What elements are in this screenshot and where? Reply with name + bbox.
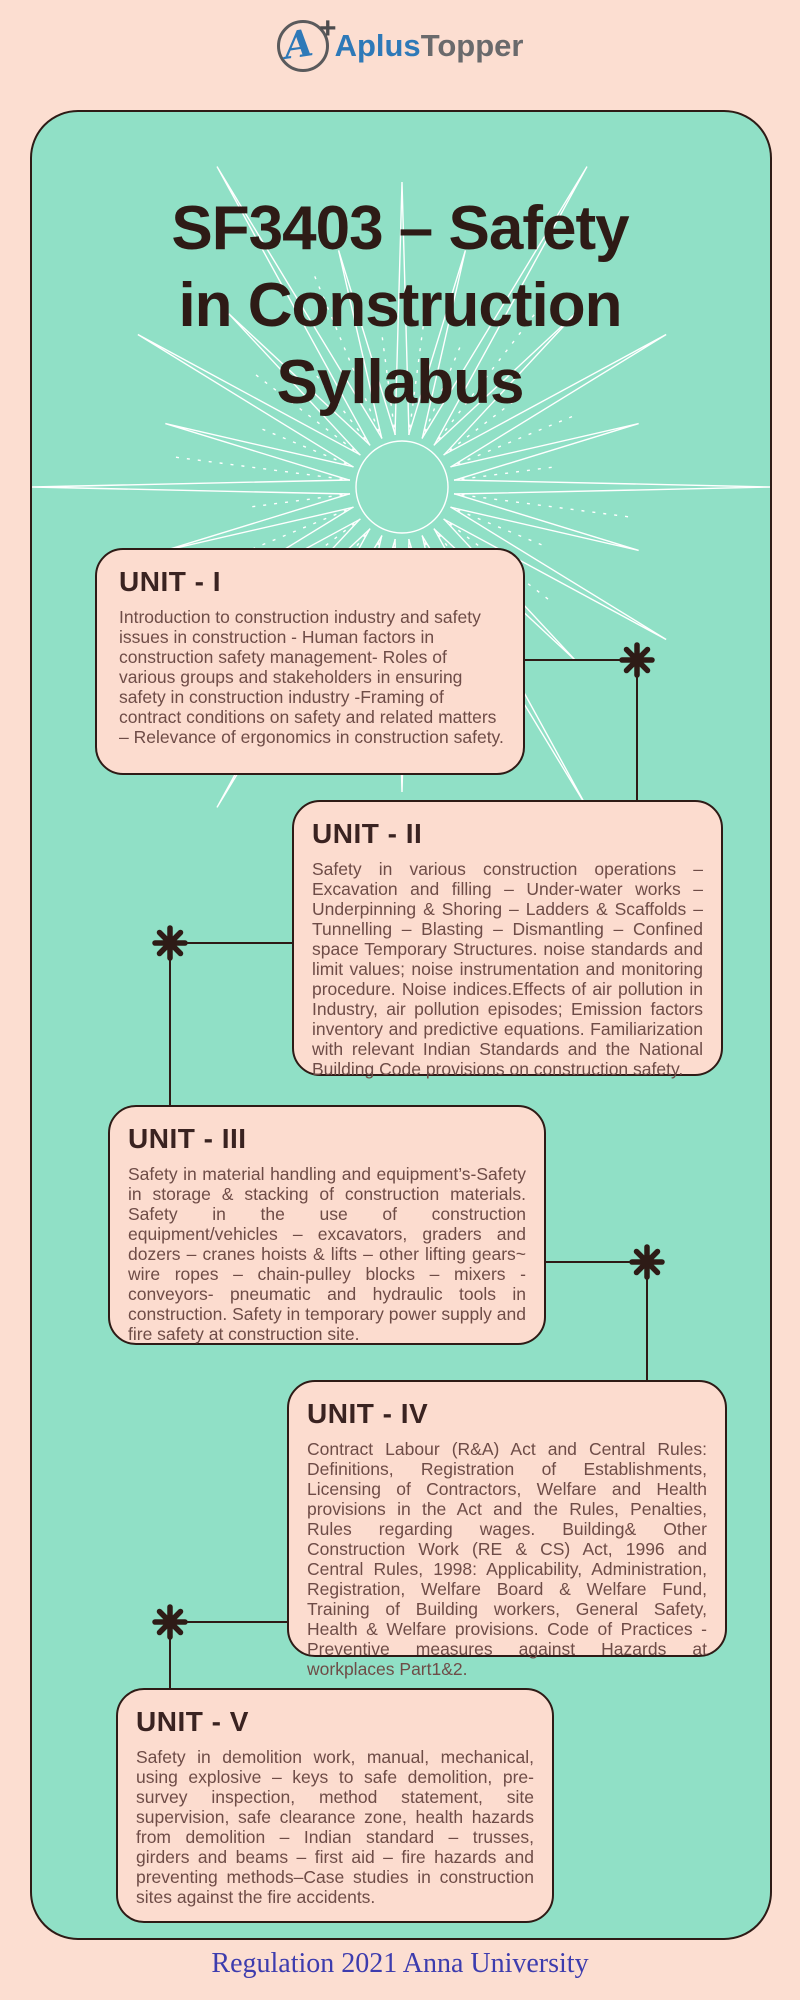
- logo-wordmark-topper: Topper: [420, 28, 524, 63]
- asterisk-icon: [152, 1604, 188, 1640]
- unit-5-card: [116, 1688, 554, 1923]
- unit-5-text: Safety in demolition work, manual, mechanical, using explosive – keys to safe demolition, pre-survey inspection, method statement, site supervision, safe clearance zone, health hazards from demolition – Indian standard – trusses, girders and beams – first aid – fire hazards and preventing methods–Case studies in construction sites against the fire accidents.: [136, 1747, 534, 1907]
- asterisk-icon: [152, 925, 188, 961]
- logo-letter-a: A: [280, 20, 316, 68]
- unit-1-text: Introduction to construction industry and safety issues in construction - Human factors in construction safety management- Roles of various groups and stakeholders in ensuring safety in construction industry -Framing of contract conditions on safety and related matters – Relevance of ergonomics in construction safety.: [119, 607, 504, 747]
- page-title-line: in Construction: [178, 271, 622, 340]
- unit-3-card: [108, 1105, 546, 1345]
- unit-4-heading: UNIT - IV: [307, 1398, 429, 1429]
- unit-1-heading: UNIT - I: [119, 566, 221, 597]
- asterisk-icon: [629, 1244, 665, 1280]
- logo-plus-sign: +: [319, 12, 337, 45]
- unit-4-card: [287, 1380, 727, 1679]
- aplus-logo-icon: [277, 12, 337, 72]
- unit-1-card: [95, 548, 525, 775]
- asterisk-icon: [619, 642, 655, 678]
- page-title-line: Syllabus: [276, 348, 524, 417]
- page-title: [0, 190, 800, 421]
- logo-wordmark-aplus: Aplus: [334, 28, 421, 63]
- unit-2-heading: UNIT - II: [312, 818, 423, 849]
- page-title-line: SF3403 – Safety: [171, 194, 629, 263]
- unit-2-card: [292, 800, 723, 1079]
- connector-line: [636, 660, 638, 801]
- unit-3-heading: UNIT - III: [128, 1123, 247, 1154]
- unit-4-text: Contract Labour (R&A) Act and Central Rules: Definitions, Registration of Establishments, Licensing of Contractors, Welfare and Health provisions in the Act and the Rules, Penalties, Rules regarding wages. Building& Other Construction Work (RE & CS) Act, 1996 and Central Rules, 1998: Applicability, Administration, Registration, Welfare Board & Welfare Fund, Training of Building workers, General Safety, Health & Welfare provisions. Code of Practices -Preventive measures against Hazards at workplaces Part1&2.: [307, 1439, 707, 1679]
- connector-line: [169, 943, 171, 1106]
- aplustopper-logo: [0, 14, 800, 78]
- unit-5-heading: UNIT - V: [136, 1706, 249, 1737]
- unit-2-text: Safety in various construction operations – Excavation and filling – Under-water works – Underpinning & Shoring – Ladders & Scaffolds – Tunnelling – Blasting – Dismantling – Confined space Temporary Structures. noise standards and limit values; noise instrumentation and monitoring procedure. Noise indices.Effects of air pollution in Industry, air pollution episodes; Emission factors inventory and predictive equations. Familiarization with relevant Indian Standards and the National Building Code provisions on construction safety.: [312, 859, 703, 1079]
- connector-line: [170, 942, 293, 944]
- footer-regulation-text: Regulation 2021 Anna University: [211, 1948, 589, 1979]
- logo-wordmark: [335, 28, 524, 64]
- unit-3-text: Safety in material handling and equipment’s-Safety in storage & stacking of construction materials. Safety in the use of construction equipment/vehicles – excavators, graders and dozers – cranes hoists & lifts – other lifting gears~ wire ropes – chain-pulley blocks – mixers -conveyors- pneumatic and hydraulic tools in construction. Safety in temporary power supply and fire safety at construction site.: [128, 1164, 526, 1344]
